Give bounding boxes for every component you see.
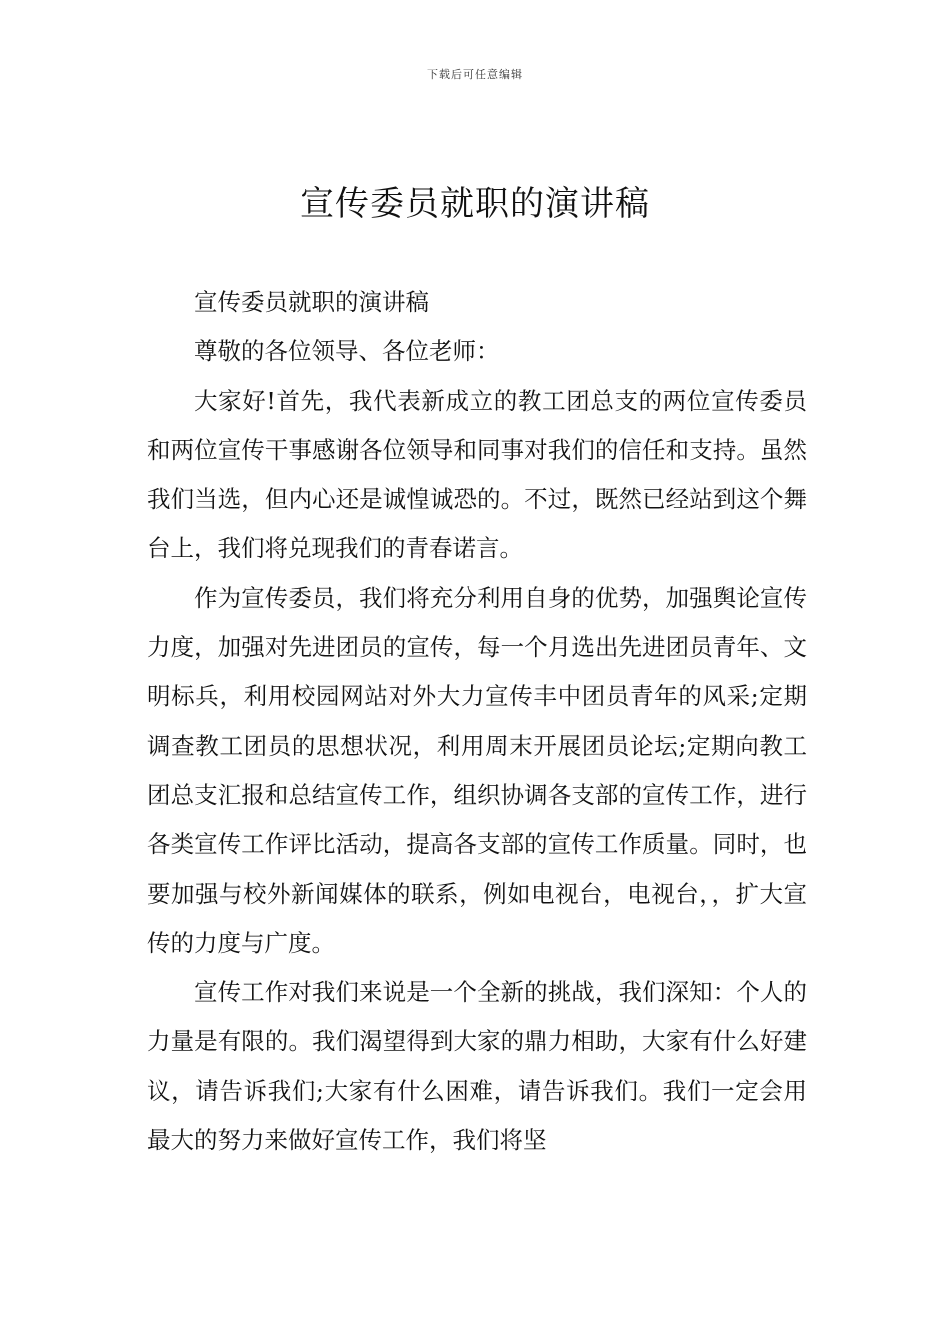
paragraph-opening: 大家好!首先，我代表新成立的教工团总支的两位宣传委员和两位宣传干事感谢各位领导和同事对我们的信任和支持。虽然我们当选，但内心还是诚惶诚恐的。不过，既然已经站到这个舞台上，我们将兑现我们的青春诺言。 xyxy=(147,386,807,563)
paragraph-salutation: 尊敬的各位领导、各位老师： xyxy=(194,337,500,366)
document-title: 宣传委员就职的演讲稿 xyxy=(300,184,650,224)
paragraph-plan: 作为宣传委员，我们将充分利用自身的优势，加强舆论宣传力度，加强对先进团员的宣传，每一个月选出先进团员青年、文明标兵，利用校园网站对外大力宣传丰中团员青年的风采;定期调查教工团员的思想状况，利用周末开展团员论坛;定期向教工团总支汇报和总结宣传工作，组织协调各支部的宣传工作，进行各类宣传工作评比活动，提高各支部的宣传工作质量。同时，也要加强与校外新闻媒体的联系，例如电视台，电视台，，扩大宣传的力度与广度。 xyxy=(147,583,807,957)
paragraph-subtitle: 宣传委员就职的演讲稿 xyxy=(194,288,429,316)
document-body xyxy=(147,278,807,1165)
paragraph-appeal: 宣传工作对我们来说是一个全新的挑战，我们深知：个人的力量是有限的。我们渴望得到大家的鼎力相助，大家有什么好建议，请告诉我们;大家有什么困难，请告诉我们。我们一定会用最大的努力来做好宣传工作，我们将坚 xyxy=(147,978,807,1155)
header-note: 下载后可任意编辑 xyxy=(427,68,523,81)
